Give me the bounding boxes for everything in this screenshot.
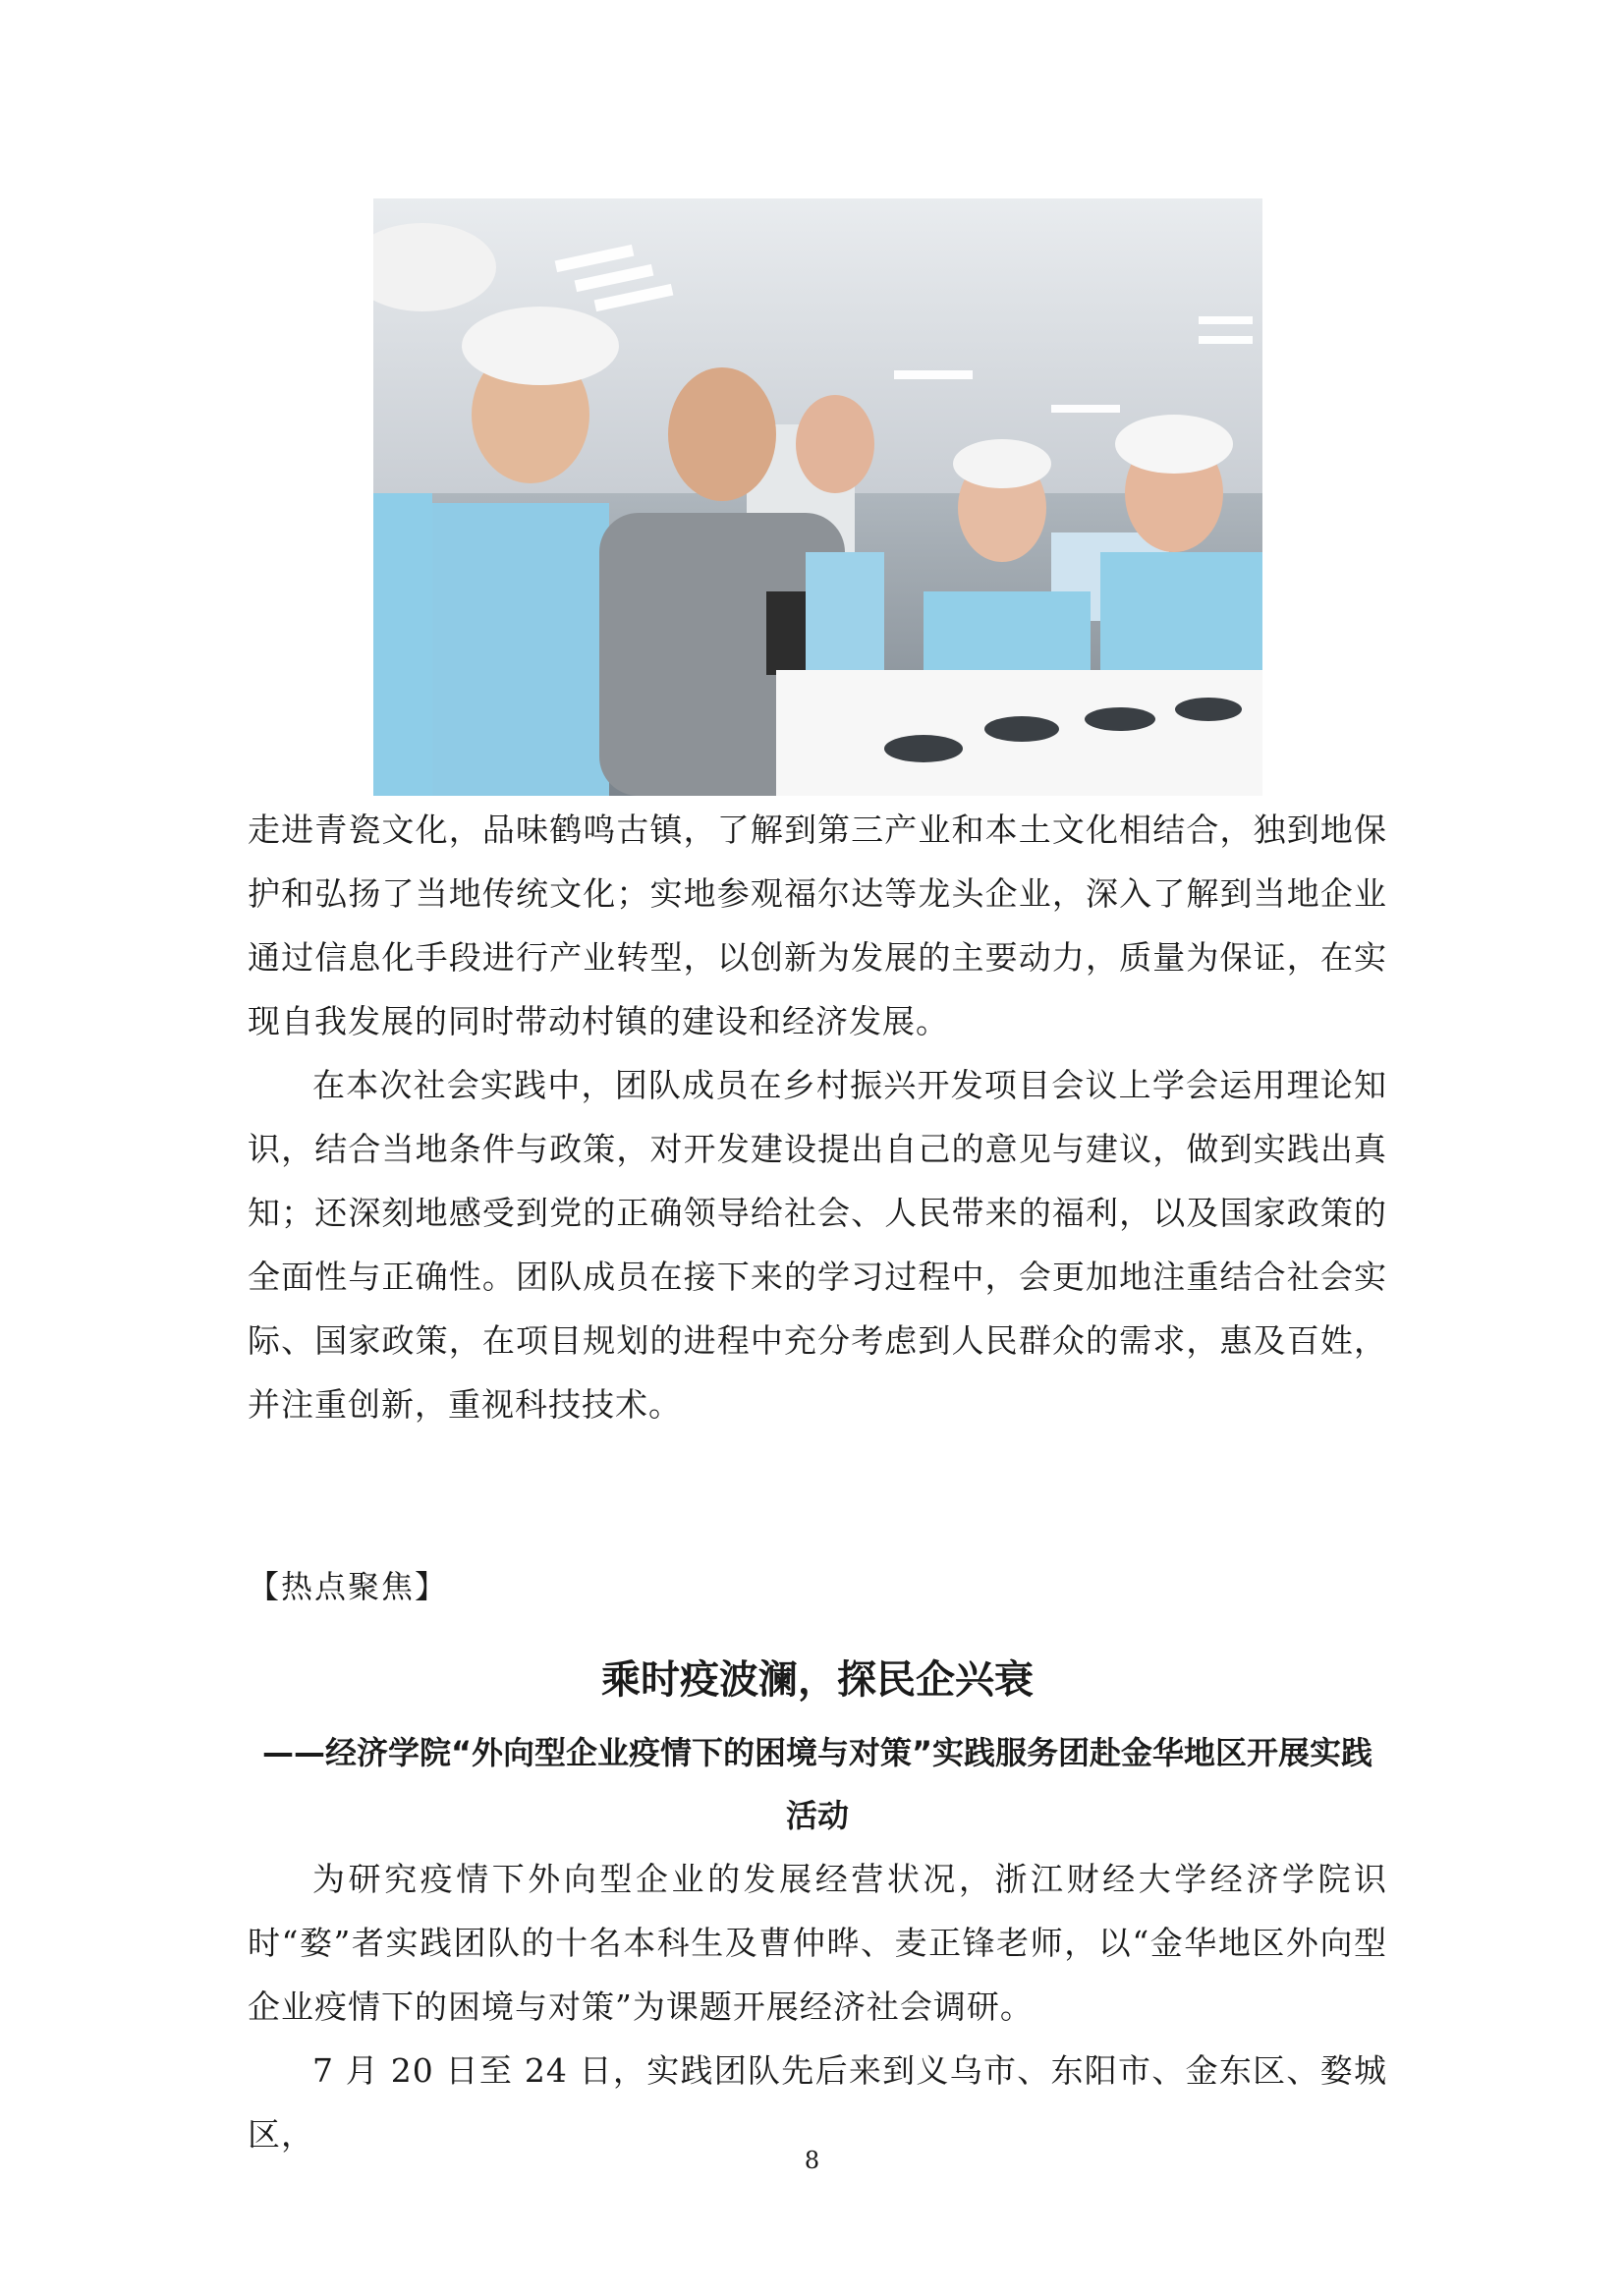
paragraph-text: 在本次社会实践中，团队成员在乡村振兴开发项目会议上学会运用理论知识，结合当地条件与政策，对开发建设提出自己的意见与建议，做到实践出真知；还深刻地感受到党的正确领导给社会、人民带来的福利，以及国家政策的全面性与正确性。团队成员在接下来的学习过程中，会更加地注重结合社会实际、国家政策，在项目规划的进程中充分考虑到人民群众的需求，惠及百姓，并注重创新，重视科技技术。: [248, 1066, 1387, 1424]
paragraph-text: 走进青瓷文化，品味鹤鸣古镇，了解到第三产业和本土文化相结合，独到地保护和弘扬了当地传统文化；实地参观福尔达等龙头企业，深入了解到当地企业通过信息化手段进行产业转型，以创新为发展的主要动力，质量为保证，在实现自我发展的同时带动村镇的建设和经济发展。: [248, 811, 1387, 1040]
factory-photo-illustration: [373, 198, 1262, 796]
body-paragraph-1: [248, 798, 1387, 1053]
section-tag: 【热点聚焦】: [248, 1568, 449, 1605]
body-paragraph-2: [248, 1053, 1387, 1436]
article-photo: [373, 198, 1262, 796]
body-paragraph-3: [248, 1847, 1387, 2039]
paragraph-text: 7 月 20 日至 24 日，实践团队先后来到义乌市、东阳市、金东区、婺城区，: [248, 2051, 1387, 2154]
article-title: 乘时疫波澜，探民企兴衰: [601, 1657, 1034, 1703]
page-number: 8: [804, 2147, 820, 2174]
paragraph-text: 为研究疫情下外向型企业的发展经营状况，浙江财经大学经济学院识时“婺”者实践团队的十名本科生及曹仲晔、麦正锋老师，以“金华地区外向型企业疫情下的困境与对策”为课题开展经济社会调研。: [248, 1860, 1387, 2026]
article-subtitle: ——经济学院“外向型企业疫情下的困境与对策”实践服务团赴金华地区开展实践活动: [261, 1734, 1373, 1834]
